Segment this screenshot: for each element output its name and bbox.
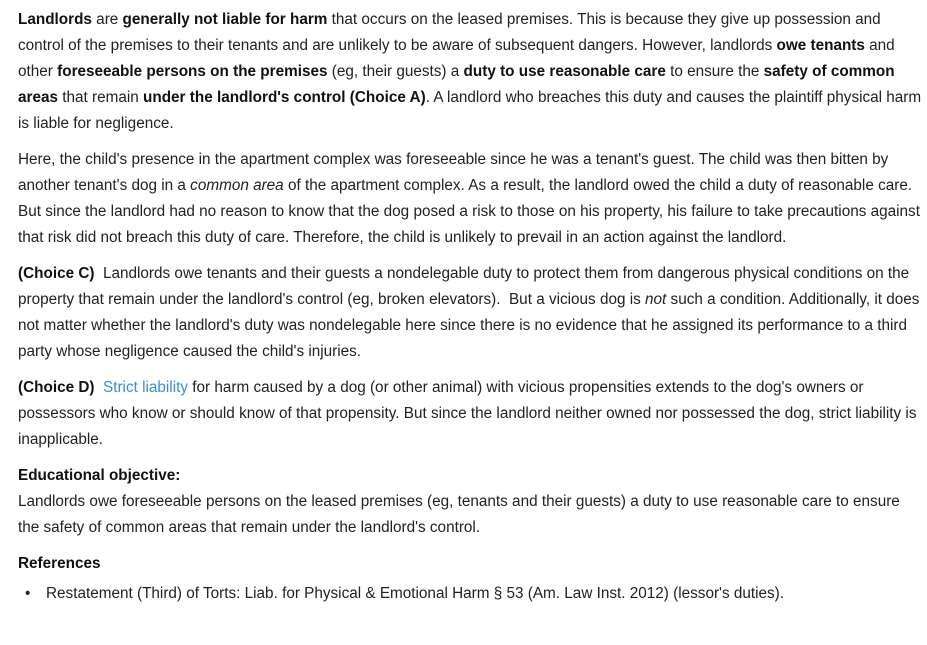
explanation-content: [18, 7, 923, 607]
explanation-paragraph-application: [18, 147, 923, 251]
bullet-icon: •: [25, 585, 31, 602]
bold-text: safety of common areas: [18, 63, 895, 106]
bold-text: foreseeable persons on the premises: [57, 63, 328, 80]
text: such a condition. Additionally, it does not matter whether the landlord's duty was nondelegable here since there is no evidence that he assigned its performance to a third party whose negligence caused the child's injuries.: [18, 291, 920, 360]
strict-liability-link[interactable]: Strict liability: [103, 379, 188, 396]
explanation-paragraph-choice-d: [18, 375, 923, 453]
text: of the apartment complex. As a result, the landlord owed the child a duty of reasonable care. But since the landlord had no reason to know that the dog posed a risk to those on his property, his failure to take precautions against that risk did not breach this duty of care. Therefore, the child is unlikely to prevail in an action against the landlord.: [18, 177, 920, 246]
reference-item: [18, 581, 923, 607]
educational-objective-text: Landlords owe foreseeable persons on the leased premises (eg, tenants and their guests) a duty to use reasonable care to ensure the safety of common areas that remain under the landlord's control.: [18, 493, 900, 536]
bold-text: owe tenants: [776, 37, 865, 54]
italic-text: common area: [190, 177, 284, 194]
references-section: [18, 551, 923, 607]
bold-text: generally not liable for harm: [122, 11, 328, 28]
bold-text: under the landlord's control (Choice A): [143, 89, 426, 106]
italic-text: not: [645, 291, 667, 308]
text: Here, the child's presence in the apartment complex was foreseeable since he was a tenant's guest. The child was then bitten by another tenant's dog in a: [18, 151, 889, 194]
text: (eg, their guests) a: [327, 63, 464, 80]
bold-text: duty to use reasonable care: [463, 63, 666, 80]
references-list: [18, 581, 923, 607]
choice-d-label: (Choice D): [18, 379, 95, 396]
text: that occurs on the leased premises. This is because they give up possession and control of the premises to their tenants and are unlikely to be aware of subsequent dangers. However, landlords: [18, 11, 881, 54]
explanation-paragraph-choice-c: [18, 261, 923, 365]
text: for harm caused by a dog (or other animal) with vicious propensities extends to the dog's owners or possessors who know or should know of that propensity. But since the landlord neither owned nor possessed the dog, strict liability is inapplicable.: [18, 379, 917, 448]
choice-c-label: (Choice C): [18, 265, 95, 282]
references-heading: References: [18, 555, 101, 572]
text: are: [91, 11, 123, 28]
text: and other: [18, 37, 895, 80]
bold-text: Landlords: [18, 11, 92, 28]
educational-objective-section: [18, 463, 923, 541]
explanation-paragraph-rule: [18, 7, 923, 137]
text: to ensure the: [665, 63, 764, 80]
text: that remain: [57, 89, 144, 106]
text: Landlords owe tenants and their guests a nondelegable duty to protect them from dangerous physical conditions on the property that remain under the landlord's control (eg, broken elevators). But a vicious dog is: [18, 265, 914, 308]
educational-objective-heading: Educational objective:: [18, 467, 181, 484]
reference-text: Restatement (Third) of Torts: Liab. for Physical & Emotional Harm § 53 (Am. Law Inst. 2012) (lessor's duties).: [46, 585, 785, 602]
text: . A landlord who breaches this duty and causes the plaintiff physical harm is liable for negligence.: [18, 89, 922, 132]
